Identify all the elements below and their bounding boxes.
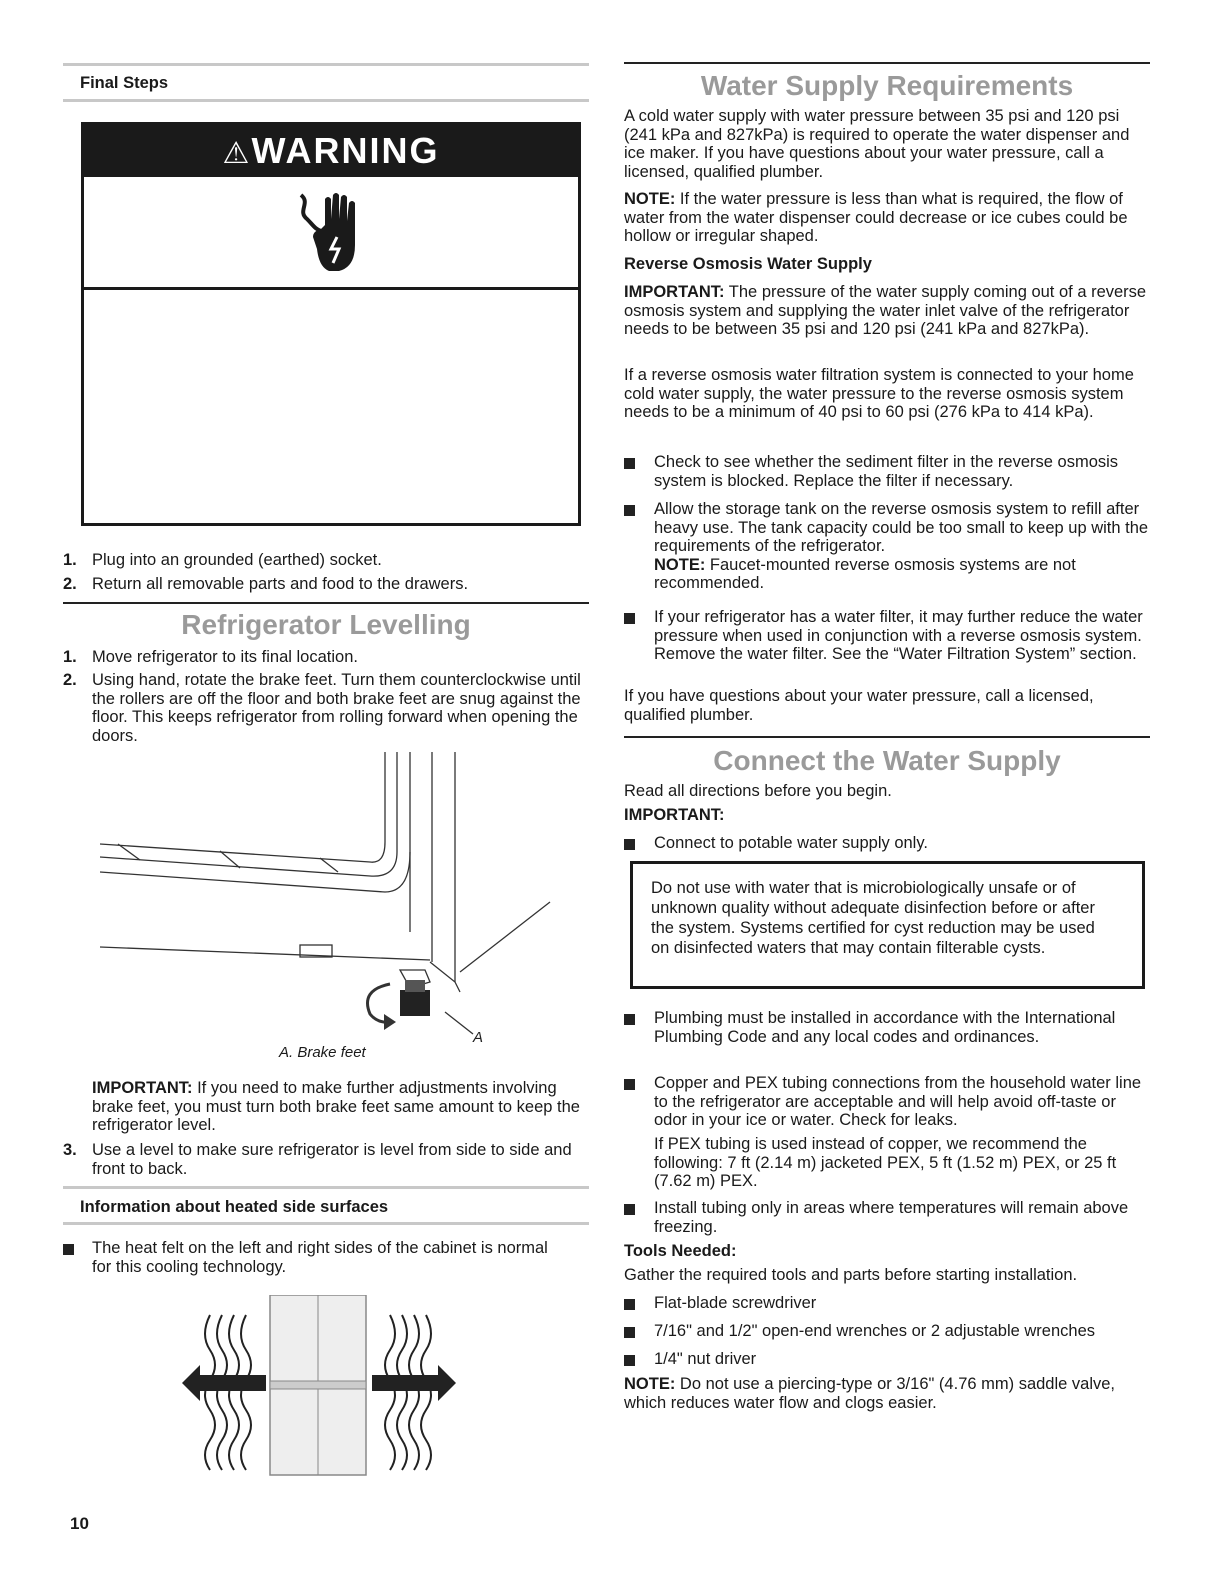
bullet-icon [624, 1327, 635, 1338]
list-item: Connect to potable water supply only. [654, 834, 928, 852]
important-note [92, 1079, 582, 1135]
rule [63, 99, 589, 102]
ro-heading: Reverse Osmosis Water Supply [624, 255, 872, 273]
important-label: IMPORTANT: [624, 806, 725, 824]
step-text: Plug into an grounded (earthed) socket. [92, 551, 382, 569]
bullet-icon [624, 839, 635, 850]
important-text: If you need to make further adjustments involving brake feet, you must turn both brake feet same amount to keep the refrigerator level. [92, 1079, 580, 1134]
rule [63, 1186, 589, 1189]
step-text: Using hand, rotate the brake feet. Turn them counterclockwise until the rollers are off the floor and both brake feet are snug against the floor. This keeps refrigerator from rolling forward when opening the doors. [92, 671, 581, 745]
list-item: If your refrigerator has a water filter, it may further reduce the water pressure when used in conjunction with a reverse osmosis system. Remove the water filter. See the “Water Filtration System” section. [654, 608, 1143, 663]
bullet-icon [624, 1204, 635, 1215]
rule [624, 62, 1150, 64]
rule [624, 736, 1150, 738]
heat-waves-right [385, 1315, 431, 1470]
bullet-icon [624, 1079, 635, 1090]
page-number: 10 [70, 1514, 89, 1533]
figure-label: A [473, 1029, 484, 1042]
bullet-icon [624, 1014, 635, 1025]
list-item: 1/4" nut driver [654, 1350, 757, 1368]
paragraph: Gather the required tools and parts before starting installation. [624, 1266, 1078, 1284]
paragraph: Read all directions before you begin. [624, 782, 892, 800]
bullet-icon [624, 613, 635, 624]
warning-triangle-icon: ⚠ [222, 137, 252, 170]
list-item: Copper and PEX tubing connections from the household water line to the refrigerator are acceptable and will help avoid off-taste or odor in your ice or water. Check for leaks. [654, 1074, 1142, 1129]
bullet-icon [63, 1244, 74, 1255]
step-number: 2. [63, 575, 77, 593]
electrical-shock-hand-icon [295, 189, 365, 281]
levelling-heading: Refrigerator Levelling [181, 609, 471, 640]
step-number: 3. [63, 1141, 77, 1159]
warning-header [84, 125, 578, 177]
list-item: 7/16" and 1/2" open-end wrenches or 2 adjustable wrenches [654, 1322, 1096, 1340]
rule [63, 602, 589, 604]
note-text: If the water pressure is less than what is required, the flow of water from the water dispenser could decrease or ice cubes could be hollow or irregular shaped. [624, 190, 1128, 245]
connect-heading: Connect the Water Supply [713, 745, 1061, 776]
step-number: 1. [63, 551, 77, 569]
list-item [654, 500, 1150, 593]
step-number: 1. [63, 648, 77, 666]
important-label: IMPORTANT: [92, 1079, 193, 1097]
note-label: NOTE: [624, 1375, 676, 1393]
note [624, 1375, 1124, 1412]
step-text: Use a level to make sure refrigerator is level from side to side and front to back. [92, 1141, 572, 1178]
final-steps-heading: Final Steps [80, 74, 169, 92]
note-text: Faucet-mounted reverse osmosis systems are not recommended. [654, 555, 1076, 592]
caution-box [630, 861, 1145, 989]
warning-box [81, 122, 581, 526]
rule [63, 63, 589, 66]
important-label: IMPORTANT: [624, 283, 725, 301]
note [624, 190, 1150, 246]
list-item [63, 671, 589, 745]
bullet-icon [624, 505, 635, 516]
rule [63, 1222, 589, 1225]
arrow-right-icon [372, 1365, 456, 1401]
list-item-text: Allow the storage tank on the reverse osmosis system to refill after heavy use. The tank capacity could be too small to keep up with the requirements of the refrigerator. [654, 500, 1149, 555]
heated-heading: Information about heated side surfaces [80, 1198, 389, 1216]
list-item: Plumbing must be installed in accordance with the International Plumbing Code and any local codes and ordinances. [654, 1009, 1116, 1046]
caution-text: Do not use with water that is microbiologically unsafe or of unknown quality without adequate disinfection before or after the system. Systems certified for cyst reduction may be used on disinfected waters that may contain filterable cysts. [651, 879, 1095, 957]
bullet-icon [624, 1299, 635, 1310]
warning-icon-area [84, 177, 578, 290]
paragraph: A cold water supply with water pressure between 35 psi and 120 psi (241 kPa and 827kPa) is required to operate the water dispenser and ice maker. If you have questions about your water pressure, call a licensed, qualified plumber. [624, 107, 1130, 181]
list-item: Check to see whether the sediment filter in the reverse osmosis system is blocked. Replace the filter if necessary. [654, 453, 1119, 490]
paragraph: If a reverse osmosis water filtration system is connected to your home cold water supply, the water pressure to the reverse osmosis system needs to be a minimum of 40 psi to 60 psi (276 kPa to 414 kPa). [624, 366, 1134, 421]
figure-caption: A. Brake feet [279, 1044, 366, 1061]
list-item-note [654, 556, 1150, 593]
step-text: Return all removable parts and food to the drawers. [92, 575, 469, 593]
brake-foot [400, 980, 430, 1016]
note-text: Do not use a piercing-type or 3/16" (4.76 mm) saddle valve, which reduces water flow and clogs easier. [624, 1375, 1116, 1412]
arrow-left-icon [182, 1365, 266, 1401]
important-text: The pressure of the water supply coming out of a reverse osmosis system and supplying the water inlet valve of the refrigerator needs to be between 35 psi and 120 psi (241 kPa and 827kPa). [624, 283, 1147, 338]
note-label: NOTE: [624, 190, 676, 208]
list-item: Install tubing only in areas where temperatures will remain above freezing. [654, 1199, 1129, 1236]
paragraph: If PEX tubing is used instead of copper, we recommend the following: 7 ft (2.14 m) jacketed PEX, 5 ft (1.52 m) PEX, or 25 ft (7.62 m) PEX. [654, 1135, 1117, 1190]
step-text: Move refrigerator to its final location. [92, 648, 358, 666]
step-number: 2. [63, 671, 77, 689]
brake-feet-illustration [100, 752, 560, 1042]
paragraph: If you have questions about your water pressure, call a licensed, qualified plumber. [624, 687, 1094, 724]
list-item: Flat-blade screwdriver [654, 1294, 817, 1312]
tools-heading: Tools Needed: [624, 1242, 737, 1260]
important-note [624, 283, 1150, 339]
heat-waves-left [205, 1315, 251, 1470]
note-label: NOTE: [654, 555, 706, 574]
list-item [63, 1141, 589, 1178]
water-requirements-heading: Water Supply Requirements [700, 70, 1074, 101]
bullet-icon [624, 458, 635, 469]
warning-label: WARNING [251, 130, 440, 171]
heated-sides-illustration [180, 1295, 460, 1480]
list-item: The heat felt on the left and right sides of the cabinet is normal for this cooling technology. [92, 1239, 548, 1276]
bullet-icon [624, 1355, 635, 1366]
